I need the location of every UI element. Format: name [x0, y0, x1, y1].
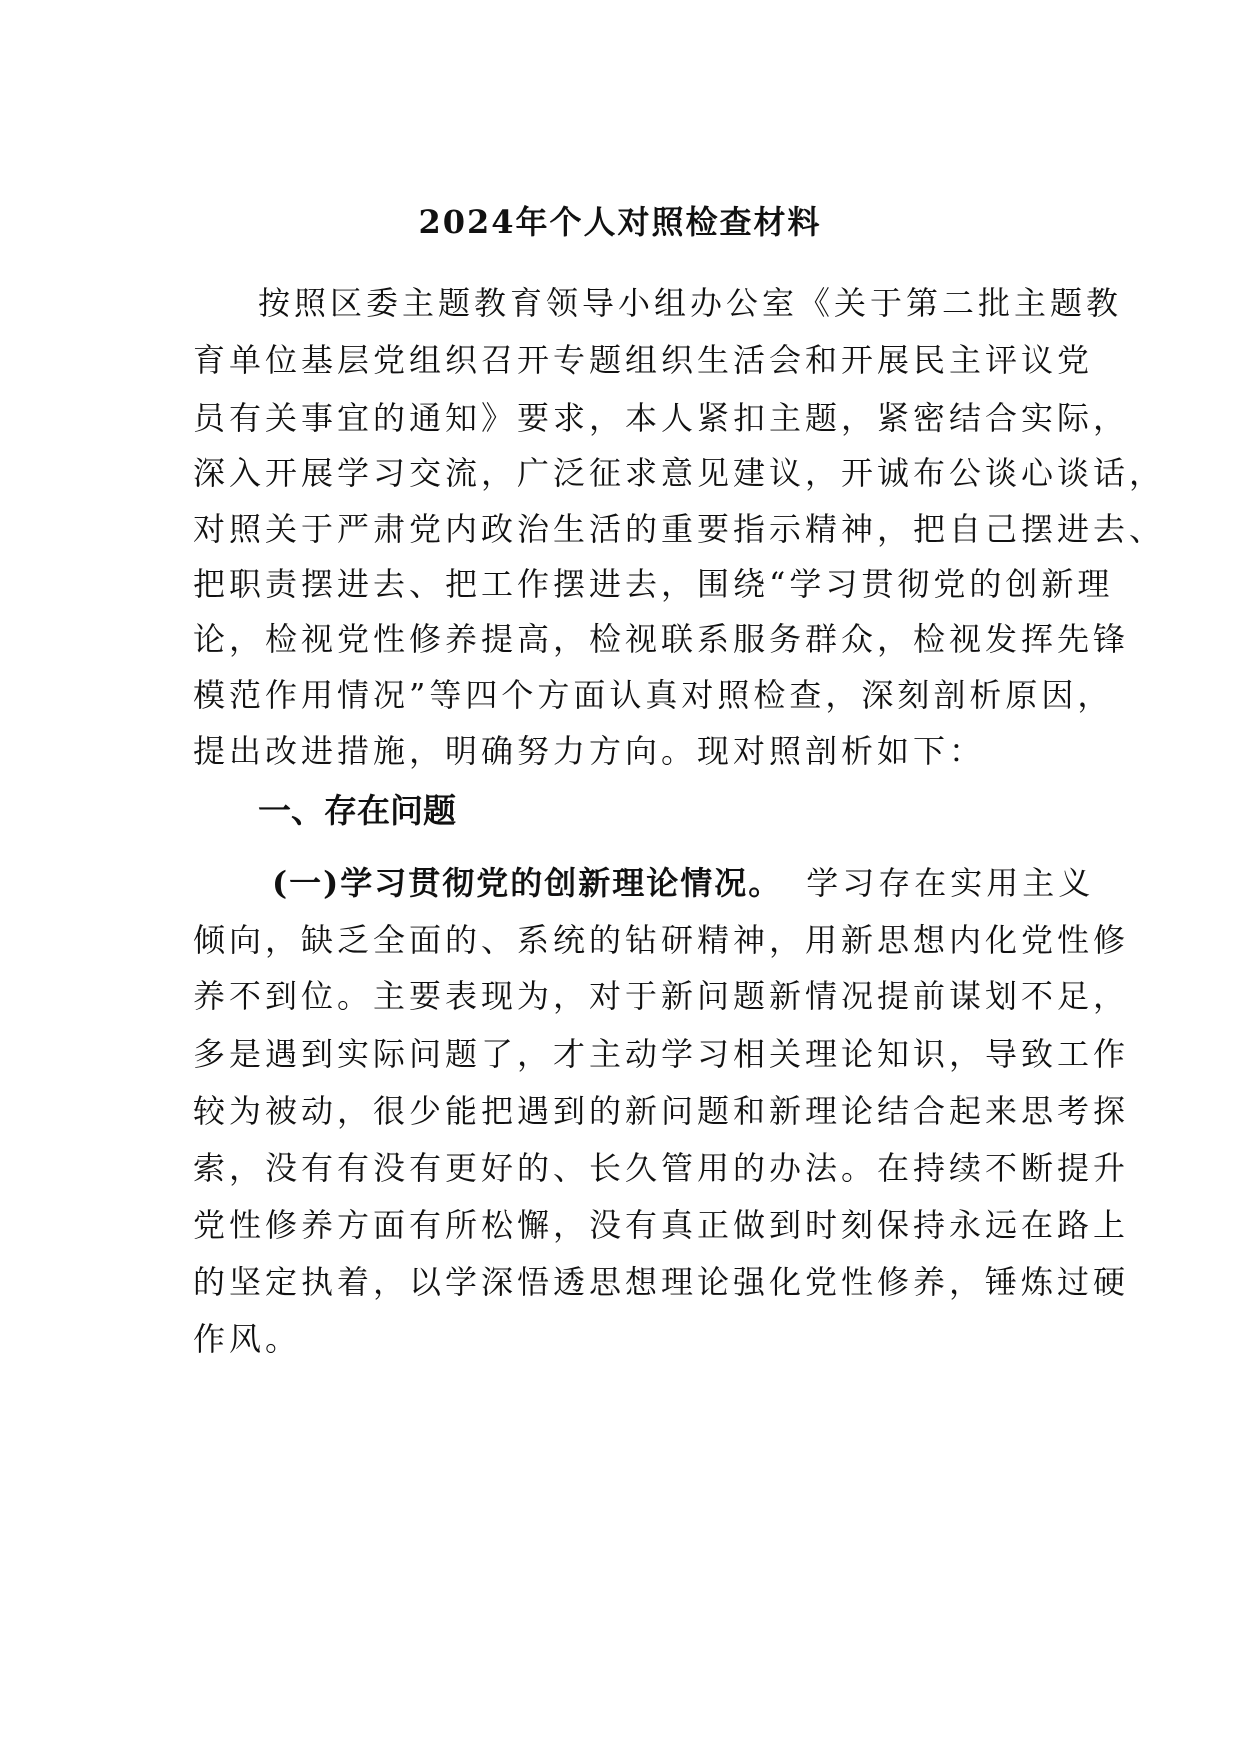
subsection-line: 倾向，缺乏全面的、系统的钻研精神，用新思想内化党性修 [193, 921, 1130, 959]
subsection-line: 的坚定执着，以学深悟透思想理论强化党性修养，锤炼过硬 [193, 1263, 1130, 1301]
subsection-line: 较为被动，很少能把遇到的新问题和新理论结合起来思考探 [193, 1092, 1130, 1130]
intro-line: 员有关事宜的通知》要求，本人紧扣主题，紧密结合实际， [193, 399, 1130, 437]
section-heading: 一、存在问题 [258, 791, 456, 830]
intro-line: 模范作用情况”等四个方面认真对照检查，深刻剖析原因， [193, 676, 1114, 714]
subsection-line: 作风。 [193, 1320, 302, 1358]
subsection-heading: (一)学习贯彻党的创新理论情况。 [272, 864, 783, 902]
intro-line: 把职责摆进去、把工作摆进去，围绕“学习贯彻党的创新理 [193, 565, 1114, 603]
intro-line: 提出改进措施，明确努力方向。现对照剖析如下： [193, 732, 986, 770]
subsection-first-line [272, 863, 1152, 903]
subsection-text: 学习存在实用主义 [806, 864, 1095, 902]
subsection-line: 多是遇到实际问题了，才主动学习相关理论知识，导致工作 [193, 1035, 1130, 1073]
intro-line: 对照关于严肃党内政治生活的重要指示精神，把自己摆进去、 [193, 510, 1166, 548]
subsection-line: 养不到位。主要表现为，对于新问题新情况提前谋划不足， [193, 977, 1130, 1015]
document-title: 2024年个人对照检查材料 [418, 203, 822, 241]
intro-line: 论，检视党性修养提高，检视联系服务群众，检视发挥先锋 [193, 620, 1130, 658]
subsection-line: 党性修养方面有所松懈，没有真正做到时刻保持永远在路上 [193, 1206, 1130, 1244]
subsection-line: 索，没有有没有更好的、长久管用的办法。在持续不断提升 [193, 1149, 1130, 1187]
intro-line: 深入开展学习交流，广泛征求意见建议，开诚布公谈心谈话， [193, 454, 1166, 492]
intro-line: 按照区委主题教育领导小组办公室《关于第二批主题教 [258, 284, 1123, 322]
intro-line: 育单位基层党组织召开专题组织生活会和开展民主评议党 [193, 341, 1094, 379]
